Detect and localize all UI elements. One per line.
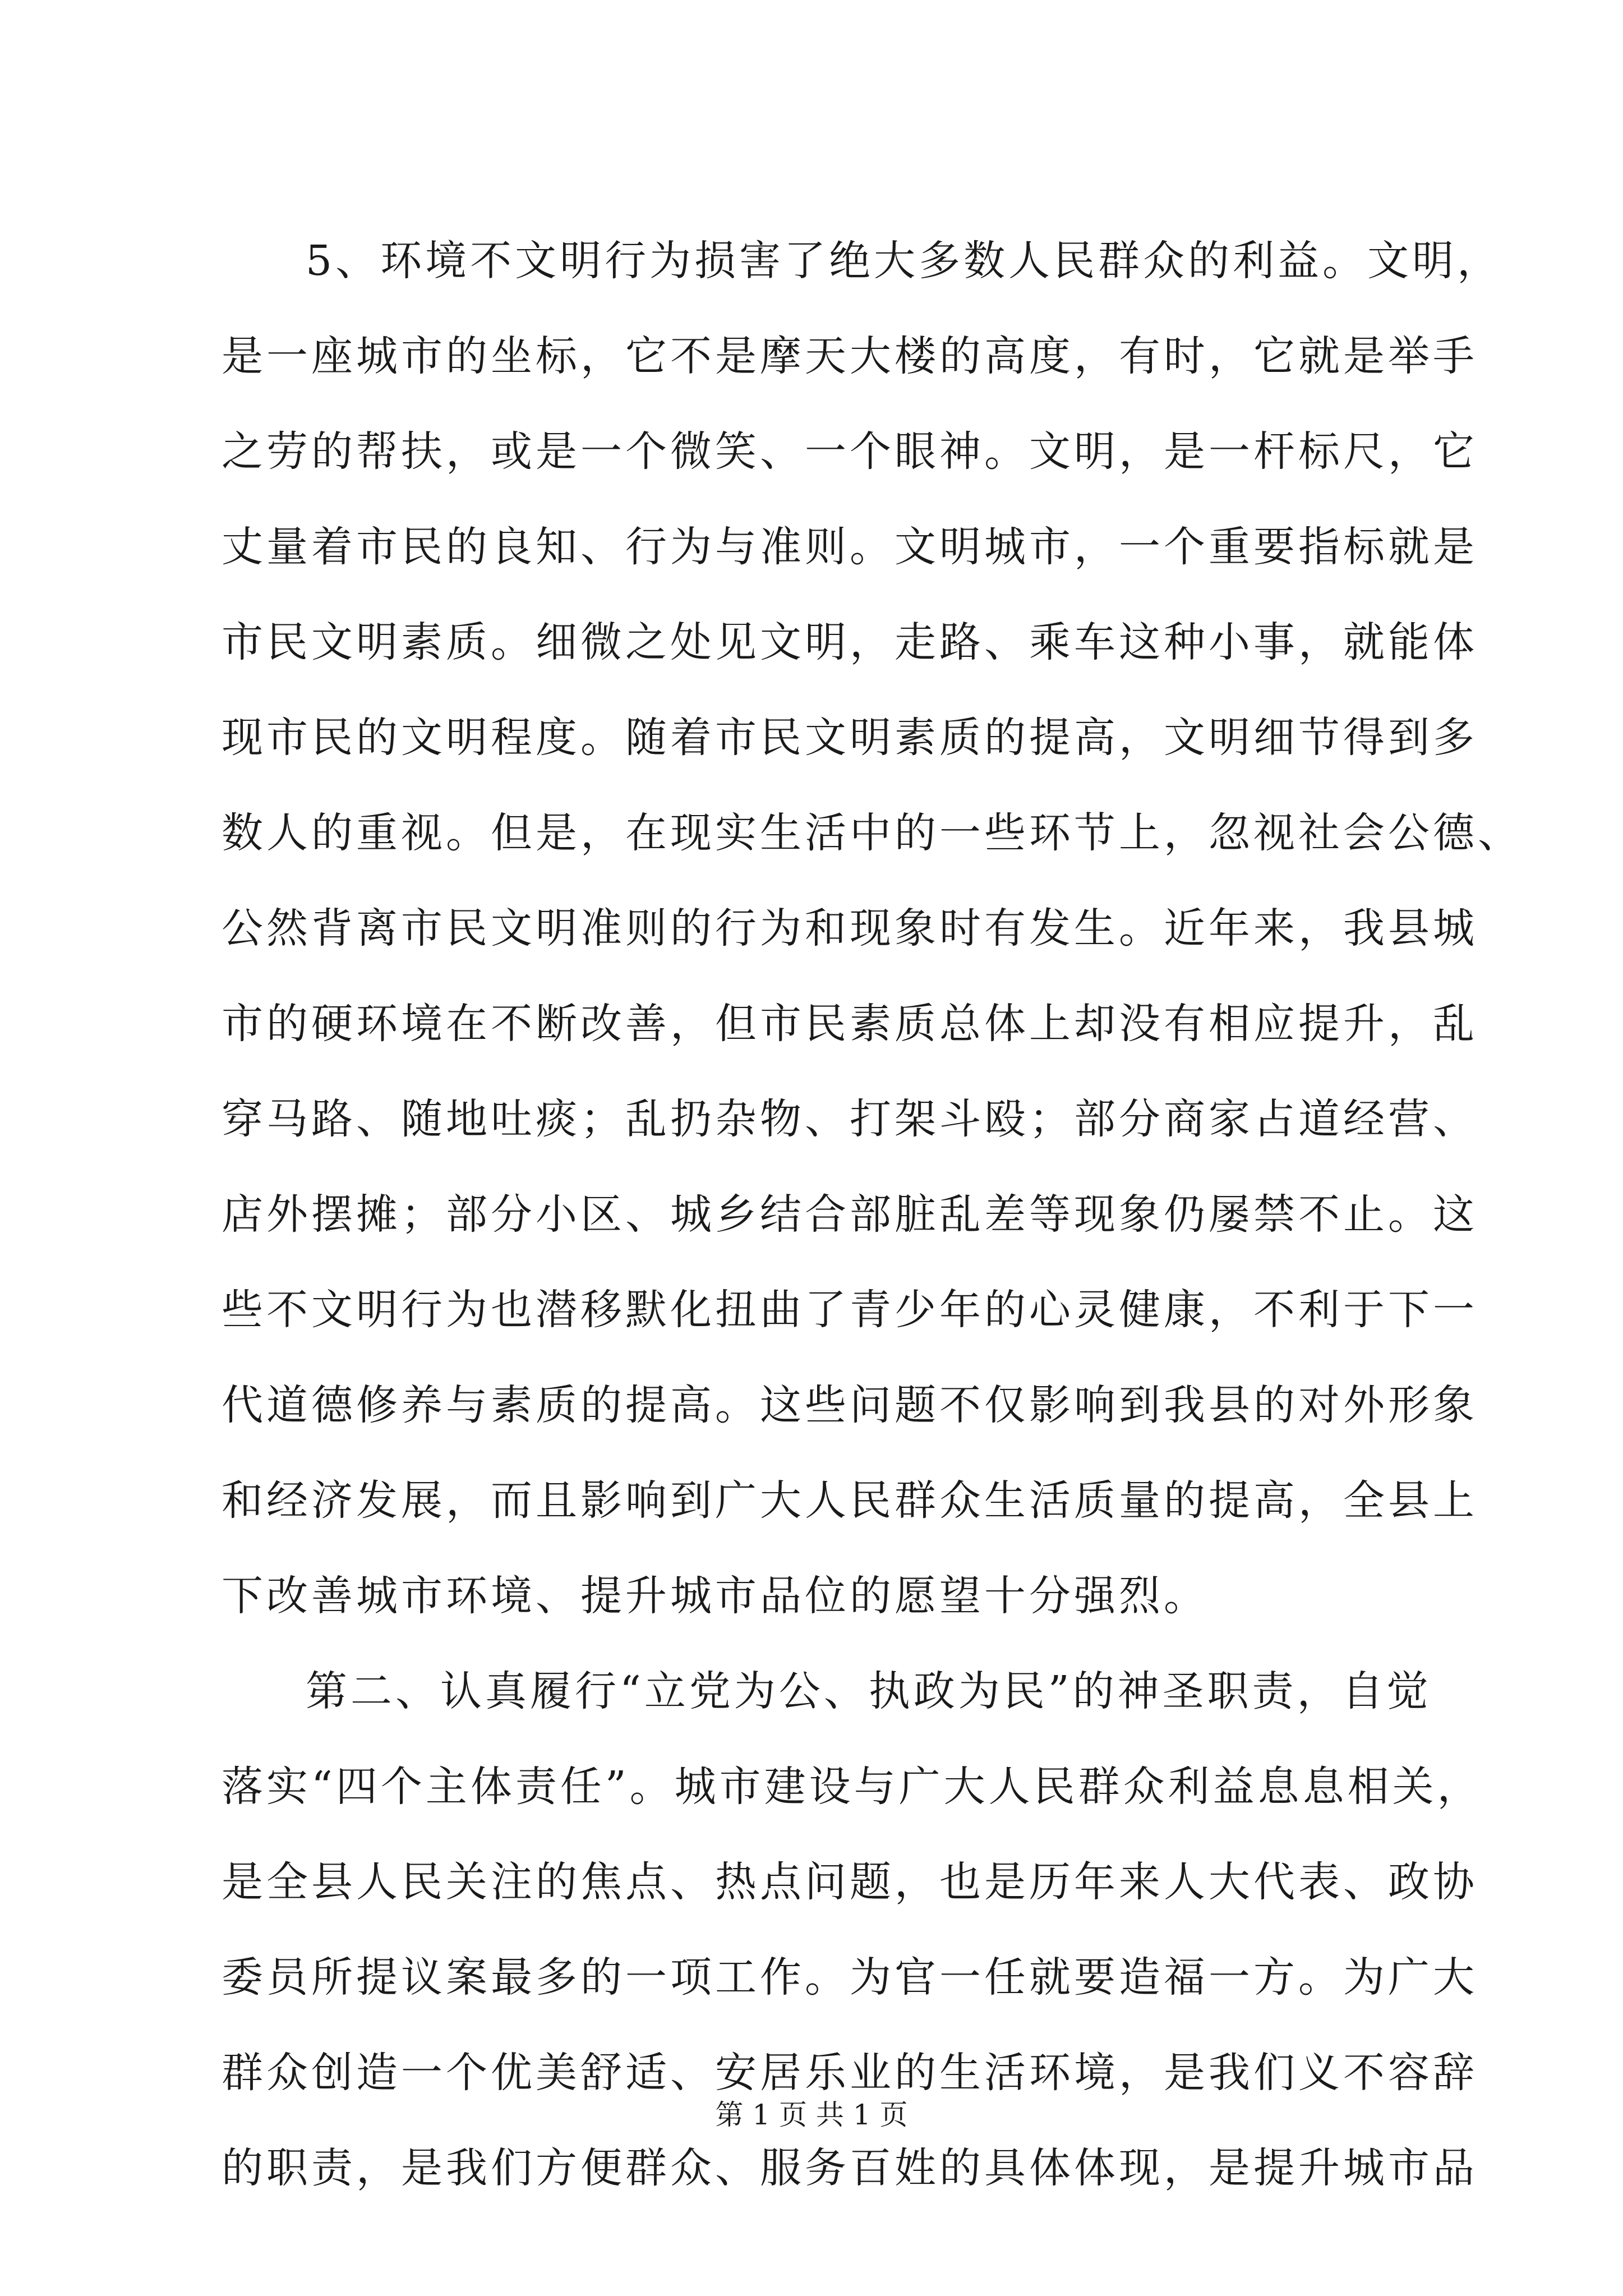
text-line: 落实“四个主体责任”。城市建设与广大人民群众利益息息相关， <box>222 1763 1482 1811</box>
text-line: 数人的重视。但是，在现实生活中的一些环节上，忽视社会公德、 <box>222 809 1523 857</box>
text-line: 现市民的文明程度。随着市民文明素质的提高，文明细节得到多 <box>222 714 1478 762</box>
text-line: 下改善城市环境、提升城市品位的愿望十分强烈。 <box>222 1572 1209 1620</box>
text-line: 穿马路、随地吐痰；乱扔杂物、打架斗殴；部分商家占道经营、 <box>222 1095 1478 1143</box>
text-line: 些不文明行为也潜移默化扭曲了青少年的心灵健康，不利于下一 <box>222 1286 1478 1334</box>
text-line: 的职责，是我们方便群众、服务百姓的具体体现，是提升城市品 <box>222 2144 1478 2192</box>
text-line: 和经济发展，而且影响到广大人民群众生活质量的提高，全县上 <box>222 1476 1478 1525</box>
page-footer: 第 1 页 共 1 页 <box>715 2099 908 2131</box>
text-line: 是一座城市的坐标，它不是摩天大楼的高度，有时，它就是举手 <box>222 332 1478 380</box>
text-line: 丈量着市民的良知、行为与准则。文明城市，一个重要指标就是 <box>222 523 1478 571</box>
text-line: 公然背离市民文明准则的行为和现象时有发生。近年来，我县城 <box>222 904 1478 953</box>
body-text <box>222 213 1523 2216</box>
text-line: 代道德修养与素质的提高。这些问题不仅影响到我县的对外形象 <box>222 1381 1478 1429</box>
text-line: 市的硬环境在不断改善，但市民素质总体上却没有相应提升，乱 <box>222 1000 1478 1048</box>
text-line: 之劳的帮扶，或是一个微笑、一个眼神。文明，是一杆标尺，它 <box>222 427 1478 476</box>
text-line: 委员所提议案最多的一项工作。为官一任就要造福一方。为广大 <box>222 1953 1478 2001</box>
text-line: 是全县人民关注的焦点、热点问题，也是历年来人大代表、政协 <box>222 1858 1478 1906</box>
text-line: 店外摆摊；部分小区、城乡结合部脏乱差等现象仍屡禁不止。这 <box>222 1190 1478 1239</box>
text-line: 群众创造一个优美舒适、安居乐业的生活环境，是我们义不容辞 <box>222 2049 1478 2097</box>
text-line: 第二、认真履行“立党为公、执政为民”的神圣职责，自觉 <box>306 1667 1432 1715</box>
text-line: 市民文明素质。细微之处见文明，走路、乘车这种小事，就能体 <box>222 618 1478 666</box>
text-line: 5、环境不文明行为损害了绝大多数人民群众的利益。文明， <box>306 237 1502 285</box>
